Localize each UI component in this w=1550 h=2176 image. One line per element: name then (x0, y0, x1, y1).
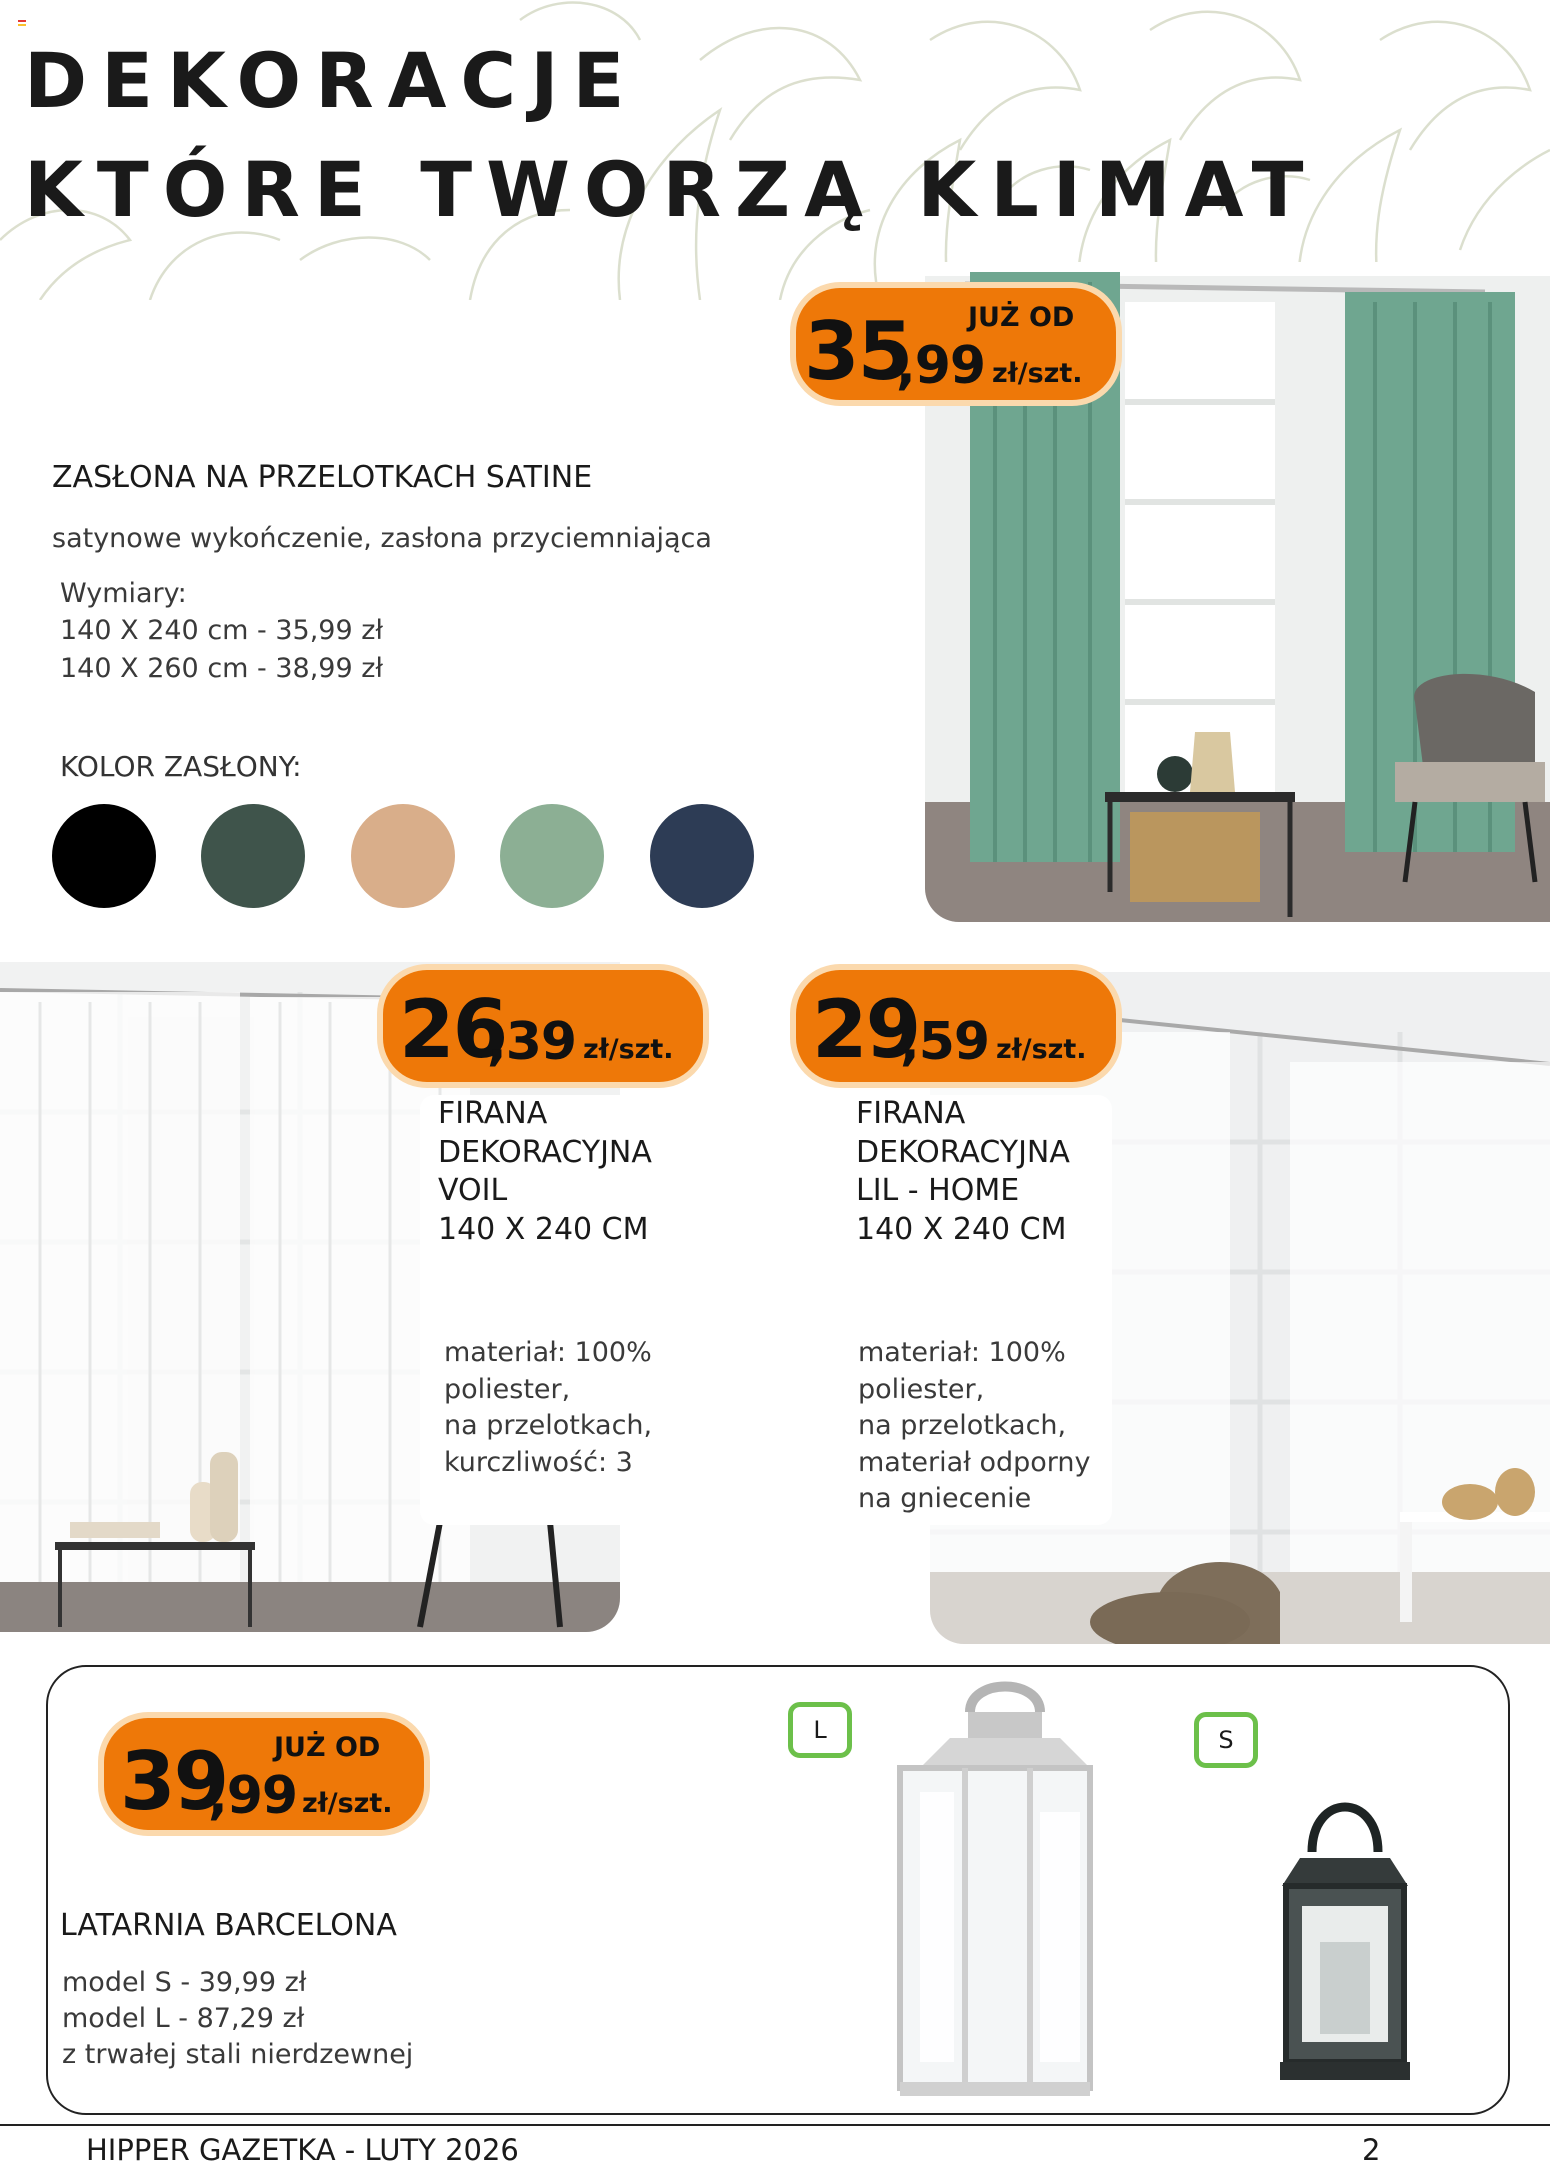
size-tag-large: L (788, 1702, 852, 1758)
card-detail-line: poliester, (444, 1373, 571, 1405)
size-tag-small: S (1194, 1712, 1258, 1768)
price-prefix: JUŻ OD (274, 1732, 381, 1763)
card-details-voil (444, 1335, 652, 1481)
card-title-line: VOIL (438, 1173, 508, 1208)
card-detail-line: poliester, (858, 1373, 985, 1405)
card-detail-line: na przelotkach, (858, 1410, 1067, 1441)
color-swatch-sage-green (500, 804, 604, 908)
color-label: KOLOR ZASŁONY: (60, 750, 302, 783)
card-details-lil (858, 1335, 1090, 1518)
footer-publication: HIPPER GAZETKA - LUTY 2026 (86, 2133, 519, 2167)
card-title-line: LIL - HOME (856, 1173, 1020, 1208)
price-badge-lil (796, 970, 1116, 1082)
page-title-line-1: DEKORACJE (24, 36, 639, 125)
card-title-line: FIRANA (438, 1096, 548, 1131)
price-unit: zł/szt. (302, 1788, 393, 1819)
price-badge-latarnia (104, 1718, 424, 1830)
dimensions-label: Wymiary: (60, 578, 187, 609)
card-detail-line: materiał: 100% (444, 1337, 652, 1368)
price-unit: zł/szt. (992, 358, 1083, 389)
product-description-zaslona: satynowe wykończenie, zasłona przyciemniająca (52, 523, 712, 554)
product-card-voil (420, 1095, 655, 1525)
price-decimal: ,99 (896, 336, 986, 396)
card-detail-line: materiał: 100% (858, 1337, 1066, 1368)
card-detail-line: na przelotkach, (444, 1410, 653, 1441)
footer-page-number: 2 (1362, 2133, 1381, 2167)
price-prefix: JUŻ OD (968, 302, 1075, 333)
lantern-small-image (1270, 1782, 1420, 2088)
card-detail-line: na gniecenie (858, 1483, 1032, 1514)
card-title-lil (856, 1095, 1070, 1249)
card-title-line: 140 X 240 CM (856, 1211, 1067, 1247)
product-name-latarnia: LATARNIA BARCELONA (60, 1908, 397, 1943)
dimension-option-2: 140 X 260 cm - 38,99 zł (60, 653, 384, 684)
price-main: 35 (804, 305, 912, 398)
price-badge-voil (383, 970, 703, 1082)
product-card-lil (840, 1095, 1112, 1525)
price-decimal: ,39 (487, 1012, 577, 1072)
price-unit: zł/szt. (996, 1034, 1087, 1065)
footer-divider (0, 2124, 1550, 2126)
lantern-model-l-price: model L - 87,29 zł (62, 2003, 305, 2034)
card-title-line: DEKORACYJNA (438, 1134, 652, 1170)
card-detail-line: materiał odporny (858, 1446, 1091, 1478)
color-swatch-dark-green (201, 804, 305, 908)
price-decimal: ,59 (900, 1012, 990, 1072)
price-decimal: ,99 (208, 1766, 298, 1826)
price-main: 26 (399, 983, 507, 1076)
price-main: 29 (812, 983, 920, 1076)
price-unit: zł/szt. (583, 1034, 674, 1065)
color-swatch-beige (351, 804, 455, 908)
page-title-line-2: KTÓRE TWORZĄ KLIMAT (24, 145, 1318, 234)
card-title-voil (438, 1095, 652, 1249)
color-swatch-navy (650, 804, 754, 908)
lantern-material: z trwałej stali nierdzewnej (62, 2039, 414, 2070)
lantern-model-s-price: model S - 39,99 zł (62, 1967, 307, 1998)
card-title-line: 140 X 240 CM (438, 1211, 649, 1247)
lantern-large-image (890, 1672, 1100, 2108)
flag-icon (18, 20, 26, 26)
price-badge-zaslona (796, 288, 1116, 400)
price-main: 39 (120, 1735, 228, 1828)
product-name-zaslona: ZASŁONA NA PRZELOTKACH SATINE (52, 460, 593, 495)
card-title-line: FIRANA (856, 1096, 966, 1131)
card-detail-line: kurczliwość: 3 (444, 1446, 633, 1478)
dimension-option-1: 140 X 240 cm - 35,99 zł (60, 615, 384, 646)
card-title-line: DEKORACYJNA (856, 1134, 1070, 1170)
color-swatch-black (52, 804, 156, 908)
